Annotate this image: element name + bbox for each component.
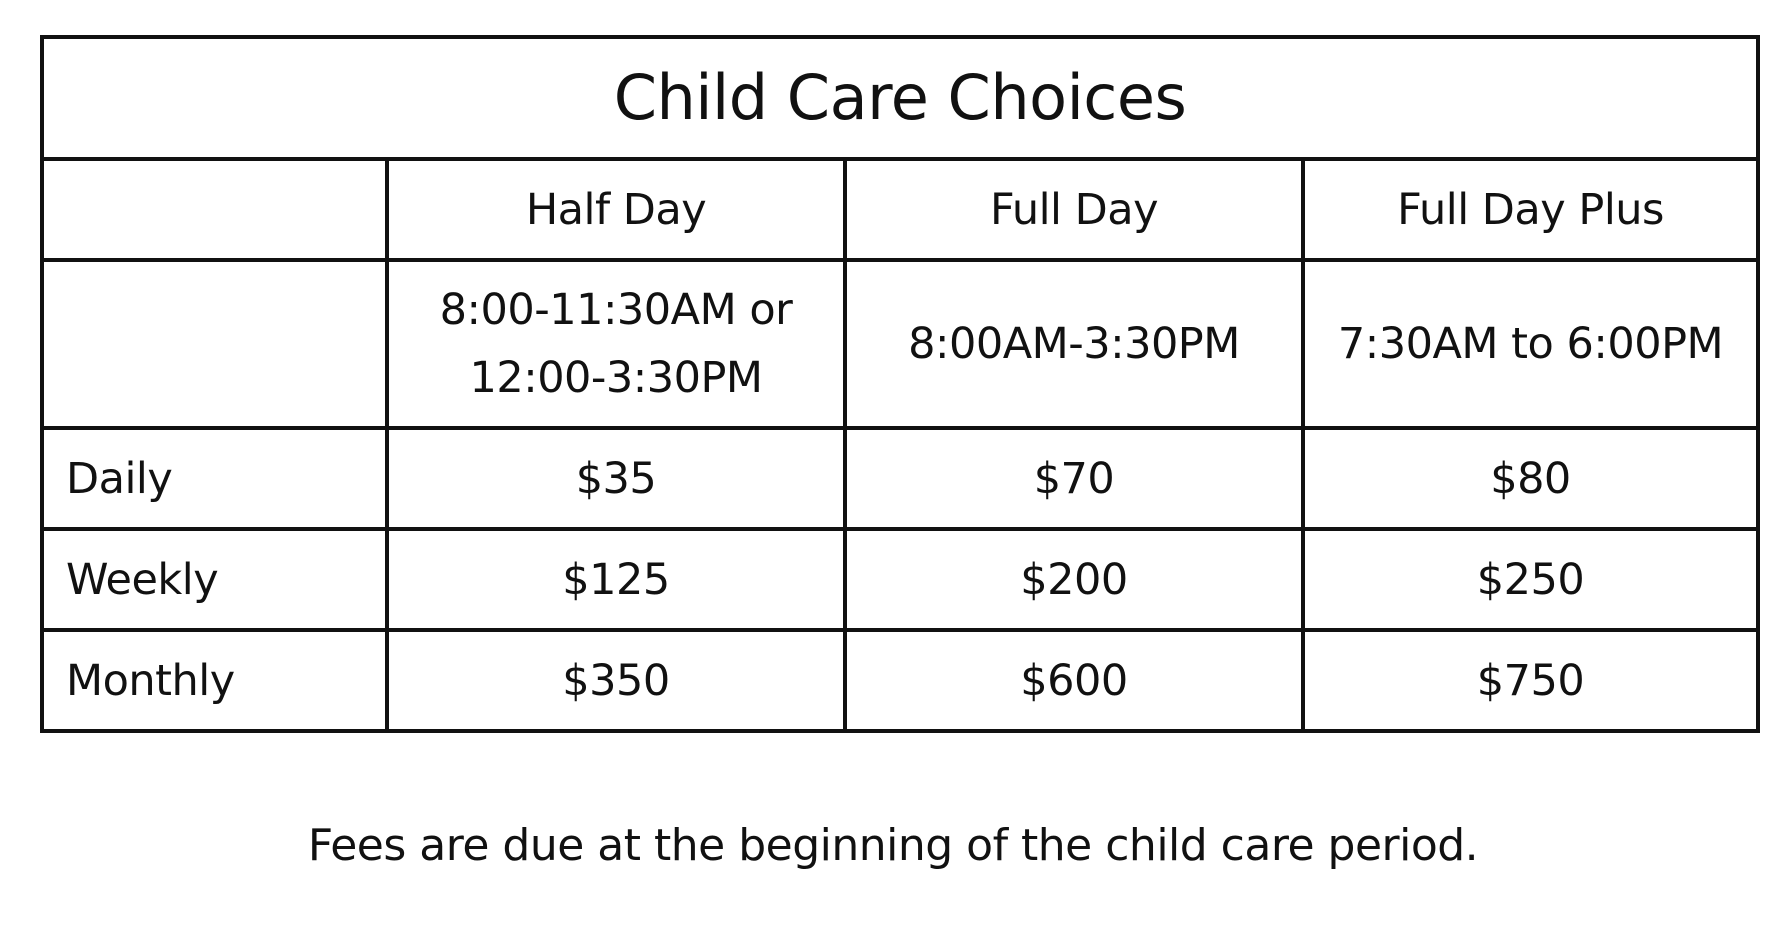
header-cell-empty: [42, 159, 387, 260]
fee-table: [40, 35, 1760, 733]
table-row: [42, 529, 1758, 630]
price-cell: $250: [1303, 529, 1758, 630]
row-label-daily: Daily: [42, 428, 387, 529]
table-title: Child Care Choices: [42, 37, 1758, 159]
price-cell: $200: [845, 529, 1303, 630]
hours-half-day-text: 8:00-11:30AM or 12:00-3:30PM: [439, 285, 793, 403]
price-cell: $35: [387, 428, 845, 529]
row-label-weekly: Weekly: [42, 529, 387, 630]
fee-note: Fees are due at the beginning of the child care period.: [307, 820, 1479, 871]
hours-cell-full-day: 8:00AM-3:30PM: [845, 260, 1303, 428]
price-cell: $750: [1303, 630, 1758, 731]
price-cell: $80: [1303, 428, 1758, 529]
hours-cell-full-day-plus: 7:30AM to 6:00PM: [1303, 260, 1758, 428]
row-label-monthly: Monthly: [42, 630, 387, 731]
table-row: [42, 428, 1758, 529]
header-cell-full-day: Full Day: [845, 159, 1303, 260]
price-cell: $70: [845, 428, 1303, 529]
hours-row: [42, 260, 1758, 428]
price-cell: $350: [387, 630, 845, 731]
header-row: [42, 159, 1758, 260]
header-cell-half-day: Half Day: [387, 159, 845, 260]
hours-cell-empty: [42, 260, 387, 428]
table-row: [42, 630, 1758, 731]
header-cell-full-day-plus: Full Day Plus: [1303, 159, 1758, 260]
hours-cell-half-day: [387, 260, 845, 428]
price-cell: $125: [387, 529, 845, 630]
table-title-row: [42, 37, 1758, 159]
price-cell: $600: [845, 630, 1303, 731]
